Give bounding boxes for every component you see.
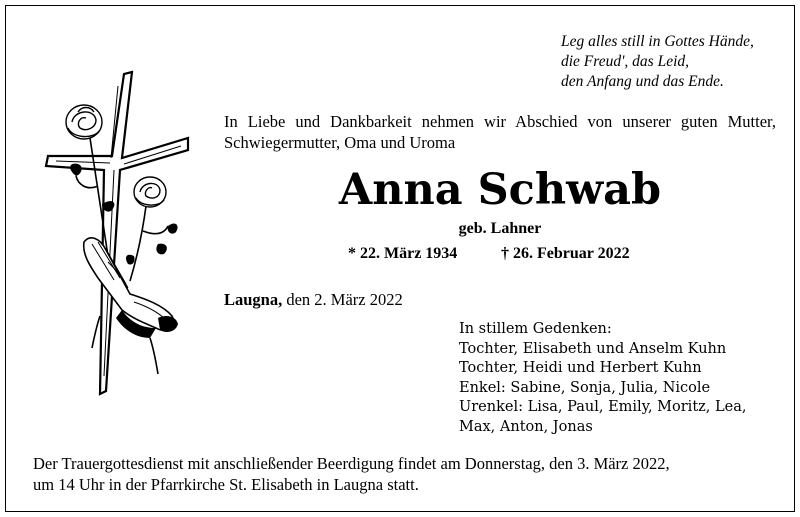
- mourner-line: Urenkel: Lisa, Paul, Emily, Moritz, Lea,: [459, 399, 747, 415]
- mourners-list: [459, 320, 779, 437]
- place-date: [224, 290, 403, 310]
- service-line: um 14 Uhr in der Pfarrkirche St. Elisabeth in Laugna statt.: [33, 475, 419, 494]
- obituary-notice: [5, 5, 795, 512]
- maiden-name: geb. Lahner: [458, 220, 542, 237]
- mourner-line: Tochter, Heidi und Herbert Kuhn: [459, 360, 702, 376]
- funeral-service-info: [33, 453, 783, 495]
- motto-line: die Freud', das Leid,: [561, 53, 690, 70]
- intro-text: In Liebe und Dankbarkeit nehmen wir Abschied von unserer guten Mutter, Schwiegermutter, Oma und Uroma: [224, 112, 776, 152]
- cross-with-roses-icon: [38, 66, 198, 396]
- place-name: Laugna,: [224, 290, 283, 309]
- motto-line: den Anfang und das Ende.: [561, 73, 724, 90]
- notice-date: den 2. März 2022: [286, 290, 403, 309]
- mourner-line: Tochter, Elisabeth und Anselm Kuhn: [459, 340, 727, 357]
- motto-line: Leg alles still in Gottes Hände,: [561, 33, 754, 50]
- motto-verse: [561, 32, 791, 92]
- deceased-name: Anna Schwab: [338, 165, 662, 215]
- mourner-line: Max, Anton, Jonas: [459, 418, 593, 435]
- death-date: † 26. Februar 2022: [501, 245, 630, 262]
- mourners-heading: In stillem Gedenken:: [459, 321, 612, 337]
- mourner-line: Enkel: Sabine, Sonja, Julia, Nicole: [459, 379, 711, 396]
- service-line: Der Trauergottesdienst mit anschließender Beerdigung findet am Donnerstag, den 3. März 2022,: [33, 454, 670, 473]
- birth-date: * 22. März 1934: [348, 245, 458, 262]
